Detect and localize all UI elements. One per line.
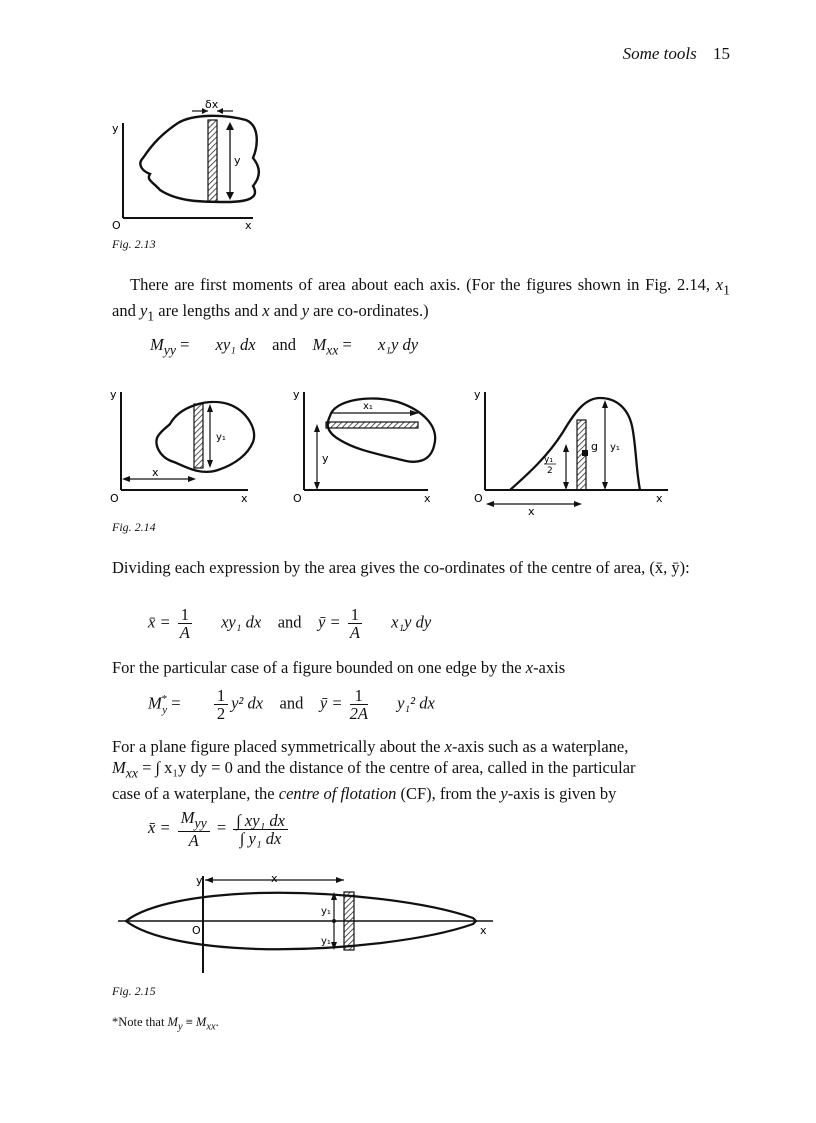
svg-text:x: x xyxy=(152,466,159,479)
paragraph-first-moments: There are first moments of area about each axis. (For the figures shown in Fig. 2.14, $x_1$ and $y_1$ are lengths and x and y are co-ordinates.) xyxy=(112,275,730,324)
svg-text:x: x xyxy=(241,492,248,505)
caption-fig-2-14: Fig. 2.14 xyxy=(112,520,156,534)
svg-text:x: x xyxy=(424,492,431,505)
svg-text:y₁: y₁ xyxy=(610,442,620,453)
running-header xyxy=(623,44,730,64)
svg-text:x: x xyxy=(271,872,278,885)
caption-fig-2-13: Fig. 2.13 xyxy=(112,237,156,251)
svg-text:O: O xyxy=(192,924,201,937)
figure-2-15 xyxy=(108,868,508,978)
label-y: y xyxy=(234,154,241,167)
equation-centroid: x̄ = $\frac{1}{A}$ xy₁ dx and ȳ = $\frac{1}{A}$ x₁y dy xyxy=(148,605,432,642)
svg-text:g: g xyxy=(591,440,598,453)
svg-text:x₁: x₁ xyxy=(363,401,373,412)
axis-label-y: y xyxy=(112,122,119,135)
paragraph-waterplane: For a plane figure placed symmetrically about the x-axis such as a waterplane, $M_{xx}$ = ∫ x₁y dy = 0 and the distance of the centre of area, called in the particular case of a waterplane, the centre of flotation (CF), from the y-axis is given by xyxy=(112,737,636,804)
svg-text:x: x xyxy=(656,492,663,505)
svg-text:O: O xyxy=(110,492,119,505)
area-outline xyxy=(140,116,258,202)
origin-label: O xyxy=(112,219,121,232)
label-dx: δx xyxy=(205,98,219,111)
figure-2-14-a xyxy=(110,388,254,505)
svg-text:x: x xyxy=(528,505,535,518)
page-number: 15 xyxy=(713,44,730,63)
figure-2-14-c xyxy=(474,388,668,518)
svg-text:y₁: y₁ xyxy=(216,432,226,443)
paragraph-centre-of-area: Dividing each expression by the area gives the co-ordinates of the centre of area, (x̄, ȳ): xyxy=(112,558,690,577)
svg-text:y: y xyxy=(474,388,481,401)
equation-bounded: $M^*_y$ = $\frac{1}{2}$ y² dx and ȳ = $\frac{1}{2A}$ y₁² dx xyxy=(148,686,435,723)
svg-text:y₁: y₁ xyxy=(321,936,331,947)
figure-2-14 xyxy=(108,384,688,519)
svg-text:y: y xyxy=(110,388,117,401)
caption-fig-2-15: Fig. 2.15 xyxy=(112,984,156,998)
equation-first-moments: $M_{yy} = xy_1$ dx and $M_{xx} = x_1y$ dy xyxy=(150,335,419,358)
svg-text:O: O xyxy=(474,492,483,505)
svg-text:y: y xyxy=(322,452,329,465)
svg-text:x: x xyxy=(480,924,487,937)
svg-text:O: O xyxy=(293,492,302,505)
footnote: *Note that $M_y \equiv M_{xx}$. xyxy=(112,1015,219,1033)
running-title: Some tools xyxy=(622,44,697,63)
svg-text:y: y xyxy=(293,388,300,401)
equation-centre-of-flotation: x̄ = $\frac{M_{yy}}{A}$ = $\frac{\text{∫ xy₁ dx}}{\text{∫ y₁ dx}}$ xyxy=(148,809,291,849)
figure-2-14-b xyxy=(293,388,435,505)
paragraph-particular-case: For the particular case of a figure bounded on one edge by the x-axis xyxy=(112,658,566,677)
svg-text:y₁: y₁ xyxy=(321,906,331,917)
hatched-strip xyxy=(208,120,217,202)
svg-text:y: y xyxy=(196,874,203,887)
svg-text:2: 2 xyxy=(547,466,553,476)
axis-label-x: x xyxy=(245,219,252,232)
figure-2-13 xyxy=(108,98,278,233)
svg-text:y₁: y₁ xyxy=(544,455,553,465)
